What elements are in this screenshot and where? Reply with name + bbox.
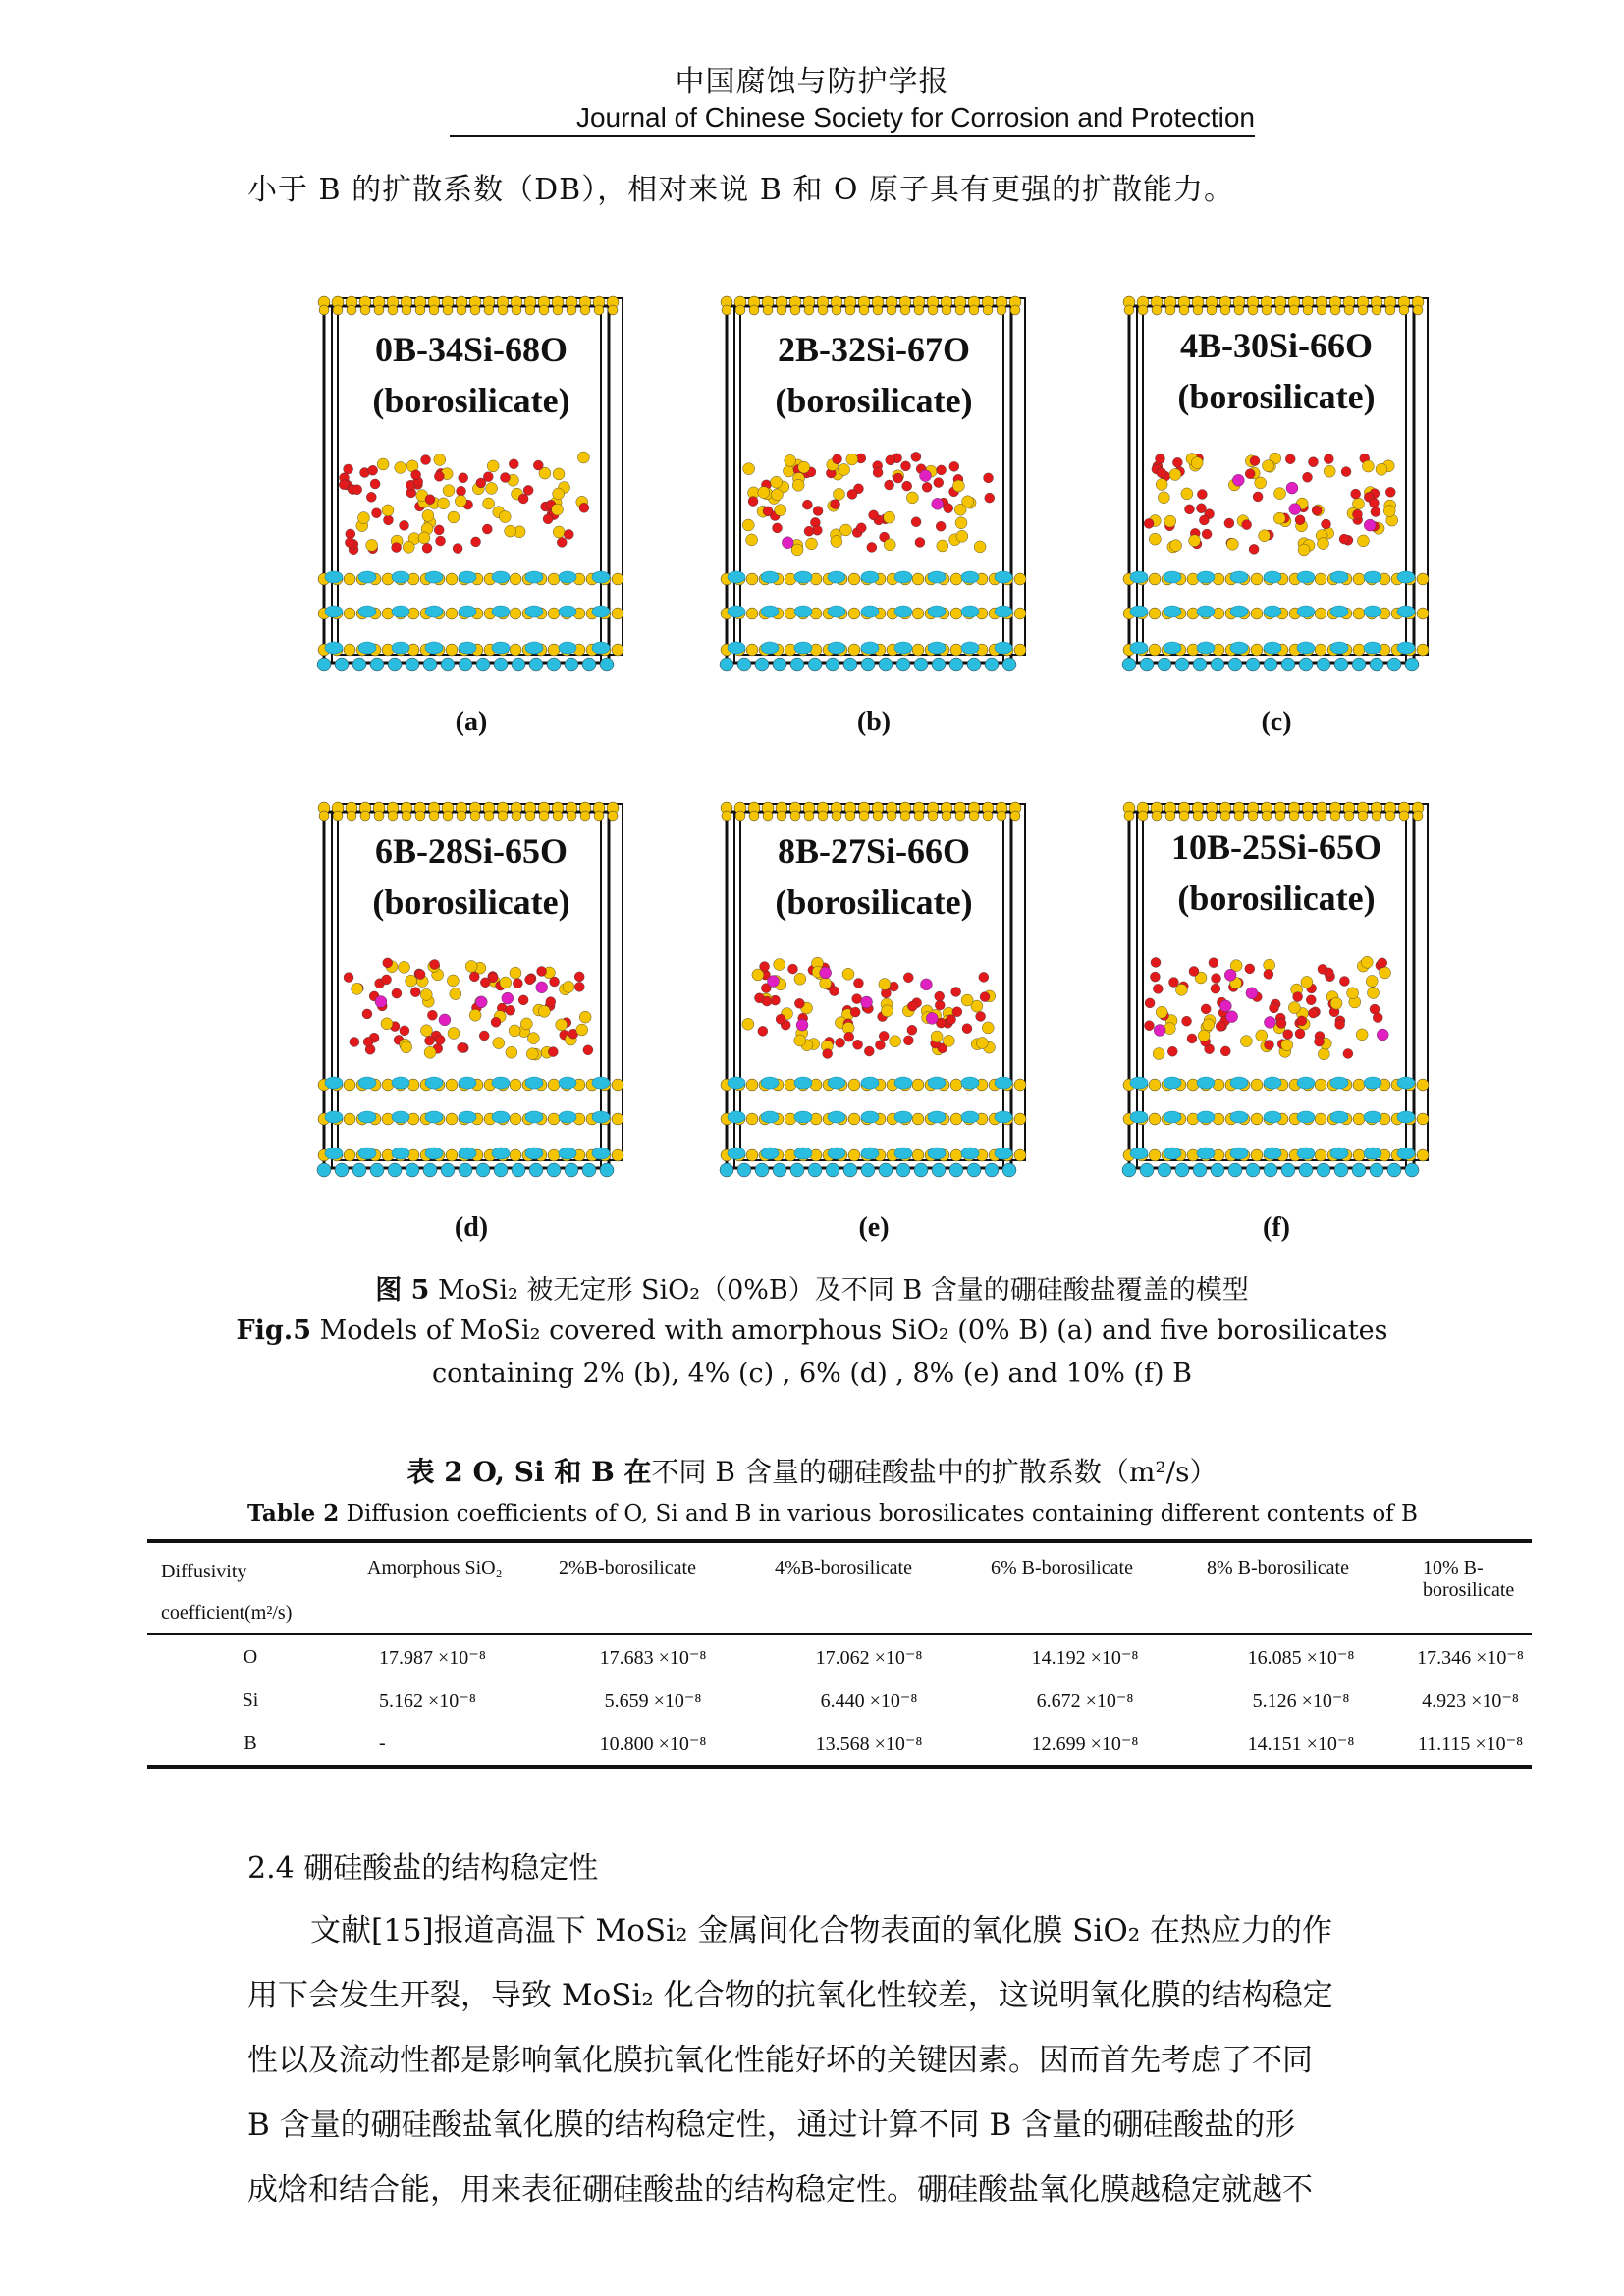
panel-letter: (a)	[455, 707, 488, 737]
table-cell: 4.923 ×10⁻⁸	[1422, 1689, 1519, 1712]
panel-type: (borosilicate)	[775, 381, 973, 420]
figure-5	[304, 285, 1463, 1247]
model-panel-b	[707, 285, 1041, 737]
table-cell: 13.568 ×10⁻⁸	[815, 1733, 923, 1755]
paragraph-line: 用下会发生开裂，导致 MoSi₂ 化合物的抗氧化性较差，这说明氧化膜的结构稳定	[247, 1978, 1333, 2013]
figure-number-cn: 图 5	[375, 1275, 430, 1306]
table-header-row	[147, 1541, 1532, 1634]
table-row	[147, 1722, 1532, 1767]
model-panel-d	[304, 790, 638, 1243]
panel-letter: (f)	[1263, 1212, 1290, 1243]
table-cell: 17.062 ×10⁻⁸	[815, 1646, 923, 1669]
model-panel-c	[1110, 285, 1443, 737]
table-cell: 16.085 ×10⁻⁸	[1247, 1646, 1355, 1669]
section-heading: 2.4 硼硅酸盐的结构稳定性	[247, 1851, 599, 1886]
panel-type: (borosilicate)	[775, 882, 973, 922]
model-panel-f	[1110, 790, 1443, 1243]
table-number-en: Table 2	[247, 1500, 340, 1526]
journal-title-cn: 中国腐蚀与防护学报	[675, 65, 949, 99]
panel-letter: (e)	[858, 1212, 890, 1243]
model-panel-a	[304, 285, 638, 737]
table-cell: 5.126 ×10⁻⁸	[1252, 1689, 1350, 1712]
paragraph-line: 性以及流动性都是影响氧化膜抗氧化性能好坏的关键因素。因而首先考虑了不同	[247, 2043, 1313, 2078]
table-row	[147, 1679, 1532, 1722]
table-cell: 5.659 ×10⁻⁸	[604, 1689, 702, 1712]
panel-composition: 4B-30Si-66O	[1179, 326, 1373, 365]
panel-composition: 2B-32Si-67O	[777, 330, 970, 369]
figure-caption-cn	[0, 1268, 1624, 1307]
table-caption-en-text: Diffusion coefficients of O, Si and B in various borosilicates containing different contents of B	[346, 1501, 1418, 1526]
panel-composition: 6B-28Si-65O	[374, 831, 568, 871]
table-caption-en	[247, 1500, 1418, 1526]
panel-letter: (c)	[1261, 707, 1292, 737]
model-panel-e	[707, 790, 1041, 1243]
panel-letter: (b)	[856, 707, 892, 737]
panel-composition: 0B-34Si-68O	[374, 330, 568, 369]
panel-type: (borosilicate)	[372, 882, 570, 922]
panel-composition: 8B-27Si-66O	[777, 831, 970, 871]
table-caption-cn-text: 不同 B 含量的硼硅酸盐中的扩散系数（m²/s）	[651, 1456, 1218, 1488]
figure-number-en: Fig.5	[236, 1315, 311, 1346]
body-paragraph	[247, 1898, 1386, 2222]
journal-title-en: Journal of Chinese Society for Corrosion and Protection	[450, 102, 1255, 137]
panel-type: (borosilicate)	[1177, 377, 1376, 416]
panel-composition: 10B-25Si-65O	[1170, 828, 1381, 867]
table-cell: 17.987 ×10⁻⁸	[379, 1646, 486, 1669]
table-cell: 14.151 ×10⁻⁸	[1247, 1733, 1355, 1755]
diffusion-coefficients-table	[147, 1539, 1532, 1769]
table-cell: 10.800 ×10⁻⁸	[599, 1733, 707, 1755]
table-cell: 17.683 ×10⁻⁸	[599, 1646, 707, 1669]
intro-text: 小于 B 的扩散系数（DB），相对来说 B 和 O 原子具有更强的扩散能力。	[247, 173, 1235, 207]
table-cell: 6.440 ×10⁻⁸	[820, 1689, 918, 1712]
column-header: 6% B-borosilicate	[991, 1557, 1133, 1578]
paragraph-line: 文献[15]报道高温下 MoSi₂ 金属间化合物表面的氧化膜 SiO₂ 在热应力的作	[310, 1913, 1333, 1949]
column-header: Amorphous SiO₂	[367, 1557, 503, 1578]
column-header: 8% B-borosilicate	[1207, 1557, 1349, 1578]
table-cell: 6.672 ×10⁻⁸	[1036, 1689, 1134, 1712]
figure-caption-en-line2: containing 2% (b), 4% (c) , 6% (d) , 8% (e) and 10% (f) B	[432, 1359, 1192, 1389]
table-cell: 5.162 ×10⁻⁸	[379, 1689, 476, 1712]
figure-caption-en-line1: Models of MoSi₂ covered with amorphous SiO₂ (0% B) (a) and five borosilicates	[319, 1315, 1388, 1346]
table-cell: 14.192 ×10⁻⁸	[1031, 1646, 1139, 1669]
table-cell: -	[379, 1732, 386, 1754]
table-cell: 17.346 ×10⁻⁸	[1417, 1646, 1524, 1669]
panel-type: (borosilicate)	[1177, 879, 1376, 918]
column-header: Diffusivity coefficient(m²/s)	[161, 1561, 293, 1624]
paragraph-line: B 含量的硼硅酸盐氧化膜的结构稳定性，通过计算不同 B 含量的硼硅酸盐的形	[247, 2108, 1296, 2143]
panel-letter: (d)	[454, 1212, 489, 1243]
panel-type: (borosilicate)	[372, 381, 570, 420]
figure-caption-en	[0, 1315, 1624, 1346]
row-label: B	[244, 1732, 257, 1754]
column-header: 2%B-borosilicate	[559, 1557, 696, 1578]
row-label: Si	[242, 1688, 259, 1711]
row-label: O	[243, 1645, 258, 1668]
table-cell: 11.115 ×10⁻⁸	[1417, 1733, 1524, 1755]
table-row	[147, 1634, 1532, 1679]
table-caption-cn	[0, 1451, 1624, 1490]
column-header: 4%B-borosilicate	[775, 1557, 912, 1578]
column-header: 10% B-borosilicate	[1423, 1557, 1515, 1601]
table-number-cn: 表 2 O, Si 和 B 在	[406, 1456, 652, 1488]
table-cell: 12.699 ×10⁻⁸	[1031, 1733, 1139, 1755]
paragraph-line: 成焓和结合能，用来表征硼硅酸盐的结构稳定性。硼硅酸盐氧化膜越稳定就越不	[247, 2172, 1313, 2208]
figure-caption-cn-text: MoSi₂ 被无定形 SiO₂（0%B）及不同 B 含量的硼硅酸盐覆盖的模型	[437, 1275, 1249, 1306]
